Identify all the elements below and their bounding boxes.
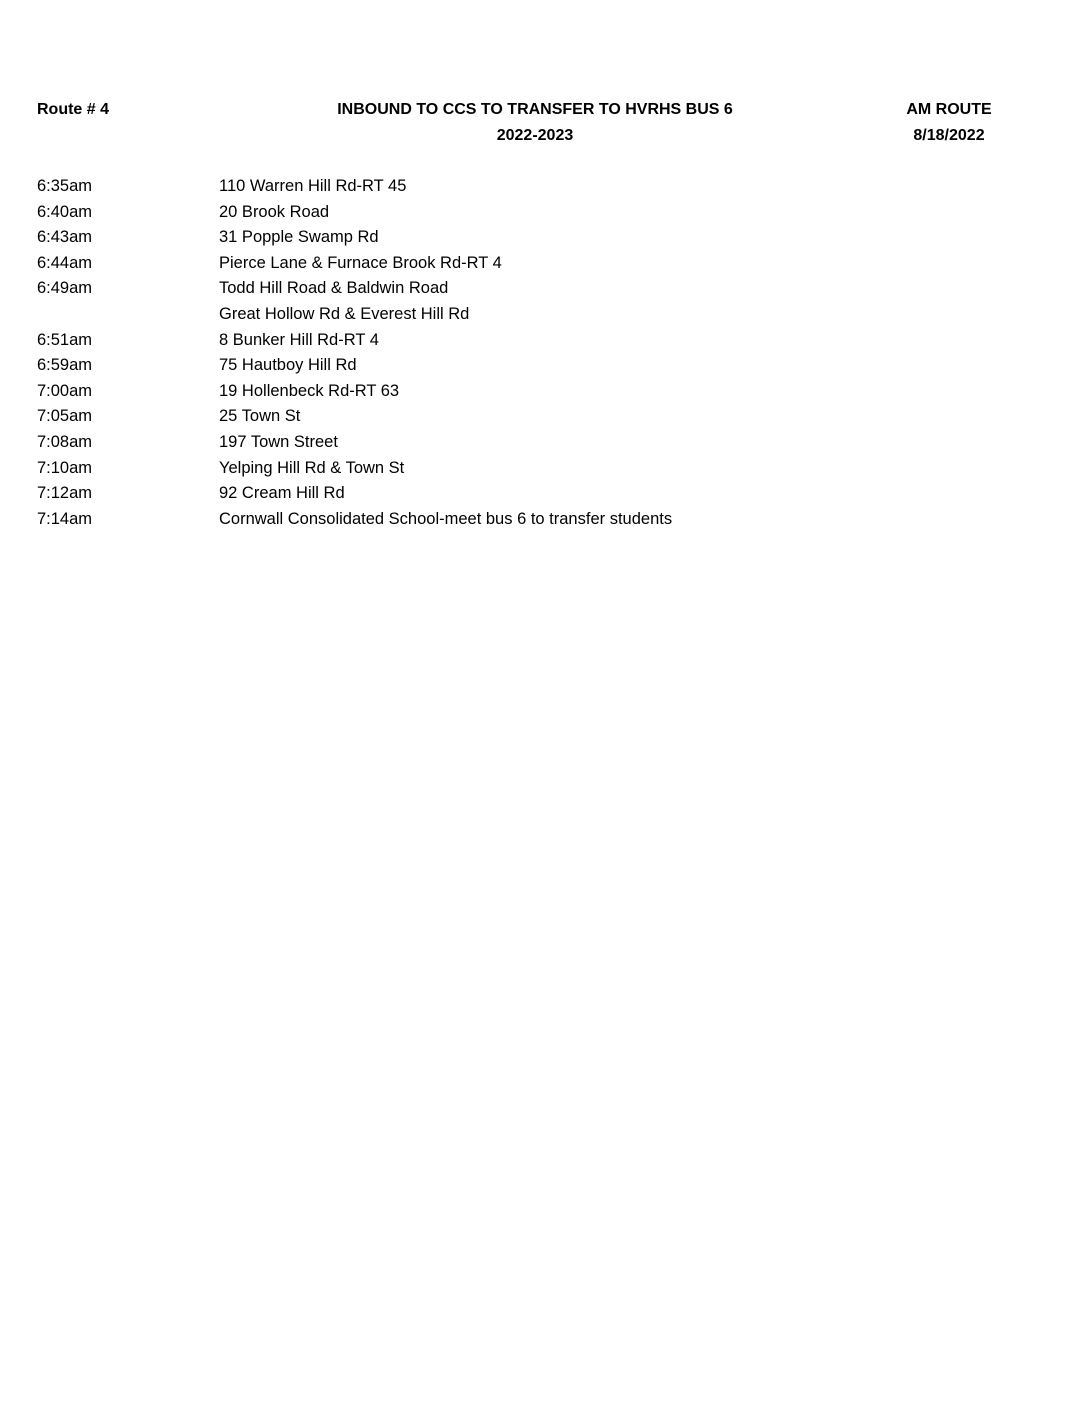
stop-location: Pierce Lane & Furnace Brook Rd-RT 4 bbox=[219, 253, 502, 272]
table-row bbox=[37, 430, 1037, 456]
route-number-text: Route # 4 bbox=[37, 101, 110, 118]
route-date: 8/18/2022 bbox=[913, 127, 985, 144]
table-row bbox=[37, 456, 1037, 482]
stop-location: Yelping Hill Rd & Town St bbox=[219, 458, 405, 477]
stop-location: 20 Brook Road bbox=[219, 202, 330, 221]
stop-time: 6:44am bbox=[37, 253, 93, 272]
route-type: AM ROUTE bbox=[906, 101, 992, 118]
table-row bbox=[37, 404, 1037, 430]
stop-time bbox=[37, 302, 219, 328]
table-row bbox=[37, 328, 1037, 354]
stop-location: 19 Hollenbeck Rd-RT 63 bbox=[219, 381, 400, 400]
table-row bbox=[37, 276, 1037, 302]
table-row bbox=[37, 379, 1037, 405]
table-row bbox=[37, 174, 1037, 200]
route-number bbox=[37, 97, 109, 123]
route-title: INBOUND TO CCS TO TRANSFER TO HVRHS BUS 6 bbox=[337, 101, 733, 118]
stop-location: Todd Hill Road & Baldwin Road bbox=[219, 279, 449, 298]
stop-location: Cornwall Consolidated School-meet bus 6 to transfer students bbox=[219, 509, 673, 528]
stop-time: 6:35am bbox=[37, 177, 93, 195]
stop-time: 6:43am bbox=[37, 228, 93, 247]
table-row bbox=[37, 225, 1037, 251]
table-row bbox=[37, 251, 1037, 277]
stop-location: 25 Town St bbox=[219, 407, 301, 426]
stop-schedule bbox=[37, 174, 1037, 532]
stop-time: 6:51am bbox=[37, 330, 93, 349]
stop-location: 8 Bunker Hill Rd-RT 4 bbox=[219, 330, 379, 349]
stop-time: 7:05am bbox=[37, 407, 93, 426]
stop-time: 6:40am bbox=[37, 202, 93, 221]
stop-location: 75 Hautboy Hill Rd bbox=[219, 356, 357, 375]
table-row bbox=[37, 507, 1037, 533]
stop-time: 7:10am bbox=[37, 458, 93, 477]
stop-location: Great Hollow Rd & Everest Hill Rd bbox=[219, 304, 470, 323]
stop-time: 7:12am bbox=[37, 484, 93, 503]
stop-time: 7:00am bbox=[37, 381, 93, 400]
stop-time: 7:14am bbox=[37, 509, 93, 528]
table-row bbox=[37, 302, 1037, 328]
route-meta-block bbox=[870, 97, 1028, 149]
route-title-block bbox=[300, 97, 770, 149]
table-row bbox=[37, 200, 1037, 226]
stop-location: 31 Popple Swamp Rd bbox=[219, 228, 379, 247]
stop-location: 110 Warren Hill Rd-RT 45 bbox=[219, 177, 407, 195]
stop-location: 197 Town Street bbox=[219, 432, 338, 451]
table-row bbox=[37, 353, 1037, 379]
stop-location: 92 Cream Hill Rd bbox=[219, 484, 345, 503]
stop-time: 7:08am bbox=[37, 432, 93, 451]
stop-time: 6:59am bbox=[37, 356, 93, 375]
school-year: 2022-2023 bbox=[496, 127, 574, 144]
stop-time: 6:49am bbox=[37, 279, 93, 298]
table-row bbox=[37, 481, 1037, 507]
